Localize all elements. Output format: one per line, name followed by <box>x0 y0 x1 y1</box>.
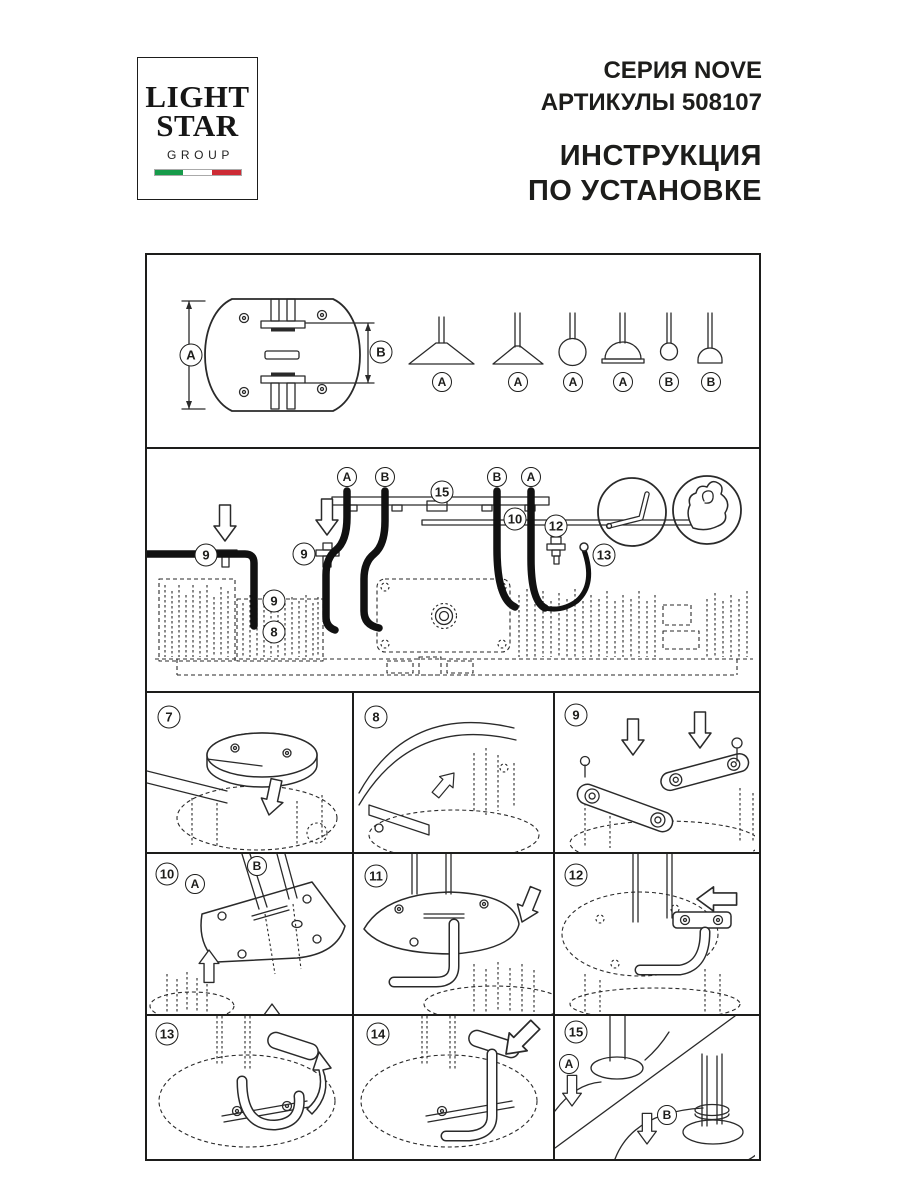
cable-b-badge: B <box>657 1105 677 1125</box>
cable-a-badge: A <box>559 1054 579 1074</box>
callout-15-badge: 15 <box>431 481 454 504</box>
step-number-badge: 13 <box>156 1023 179 1046</box>
step-11-panel <box>352 854 553 1014</box>
dim-b-badge: B <box>370 341 393 364</box>
shade-b-scene <box>615 1054 755 1159</box>
dimension-b-lines <box>305 323 374 383</box>
ceiling-tabs <box>387 657 473 675</box>
step-number-badge: 7 <box>158 706 181 729</box>
steps-row-1 <box>147 691 759 852</box>
shade-label-badge: A <box>508 372 528 392</box>
logo-word-group: GROUP <box>166 147 234 162</box>
shade-dome-small-icon <box>698 313 722 363</box>
shade-label-badge: A <box>432 372 452 392</box>
top-bracket <box>261 299 305 332</box>
callout-9-badge: 9 <box>293 543 316 566</box>
terminal-comb-right <box>519 589 747 657</box>
callout-12-badge: 12 <box>545 515 568 538</box>
step-number-badge: 9 <box>565 704 588 727</box>
callout-8-badge: 8 <box>263 621 286 644</box>
flag-red <box>212 170 241 175</box>
bottom-bracket <box>261 373 305 410</box>
overview-panel <box>147 447 759 691</box>
page-title-line2: ПО УСТАНОВКЕ <box>527 175 762 207</box>
mounting-plate-dimension-drawing <box>147 255 759 447</box>
step-8-panel <box>352 693 553 852</box>
step-number-badge: 15 <box>565 1021 588 1044</box>
link-bar <box>575 782 676 835</box>
cable-a-badge: A <box>521 467 541 487</box>
italian-flag-bar <box>154 169 242 176</box>
shade-cone-small-icon <box>493 313 543 364</box>
driver-plate <box>377 579 510 652</box>
tighten-by-hand-icon <box>673 476 741 544</box>
flag-white <box>183 170 212 175</box>
arrow-down-icon <box>214 505 236 541</box>
callout-10-badge: 10 <box>504 508 527 531</box>
shade-label-badge: A <box>613 372 633 392</box>
instruction-frame <box>145 253 761 1161</box>
shade-label-badge: B <box>659 372 679 392</box>
overview-drawing <box>147 449 759 691</box>
cable-a-badge: A <box>185 874 205 894</box>
shade-label-badge: A <box>563 372 583 392</box>
shade-dome-icon <box>602 313 644 363</box>
step-9-panel <box>553 693 755 852</box>
callout-9-badge: 9 <box>263 590 286 613</box>
steps-row-3 <box>147 1014 759 1159</box>
cable-a-badge: A <box>337 467 357 487</box>
step-10-panel <box>147 854 352 1014</box>
screw-icon <box>547 537 565 564</box>
center-slot <box>265 351 299 359</box>
shade-cone-large-icon <box>409 317 474 364</box>
flag-green <box>155 170 184 175</box>
dimension-panel <box>147 255 759 447</box>
cable-b-badge: B <box>375 467 395 487</box>
step-number-badge: 11 <box>365 865 388 888</box>
step-number-badge: 12 <box>565 864 588 887</box>
step-14-panel <box>352 1016 553 1159</box>
logo-word-light: LIGHT <box>145 78 250 114</box>
step-number-badge: 14 <box>367 1023 390 1046</box>
steps-row-2 <box>147 852 759 1014</box>
step-12-panel <box>553 854 755 1014</box>
lightstar-logo <box>137 57 258 200</box>
cable-b-badge: B <box>247 856 267 876</box>
page-title-line1: ИНСТРУКЦИЯ <box>559 140 762 172</box>
step-number-badge: 10 <box>156 863 179 886</box>
callout-9-badge: 9 <box>195 544 218 567</box>
shade-globe-icon <box>559 313 586 366</box>
callout-13-badge: 13 <box>593 544 616 567</box>
document-header <box>528 55 762 209</box>
step-15-panel <box>553 1016 755 1159</box>
series-title: СЕРИЯ NOVE <box>603 57 762 84</box>
step-13-panel <box>147 1016 352 1159</box>
cable-b-badge: B <box>487 467 507 487</box>
terminal-comb-left <box>159 579 323 661</box>
shade-label-badge: B <box>701 372 721 392</box>
dim-a-badge: A <box>180 344 203 367</box>
article-number: АРТИКУЛЫ 508107 <box>540 89 762 116</box>
step-7-panel <box>147 693 352 852</box>
shade-ball-small-icon <box>661 313 678 360</box>
logo-word-star: STAR <box>156 107 239 143</box>
hex-key-icon <box>598 478 666 546</box>
step-number-badge: 8 <box>365 706 388 729</box>
